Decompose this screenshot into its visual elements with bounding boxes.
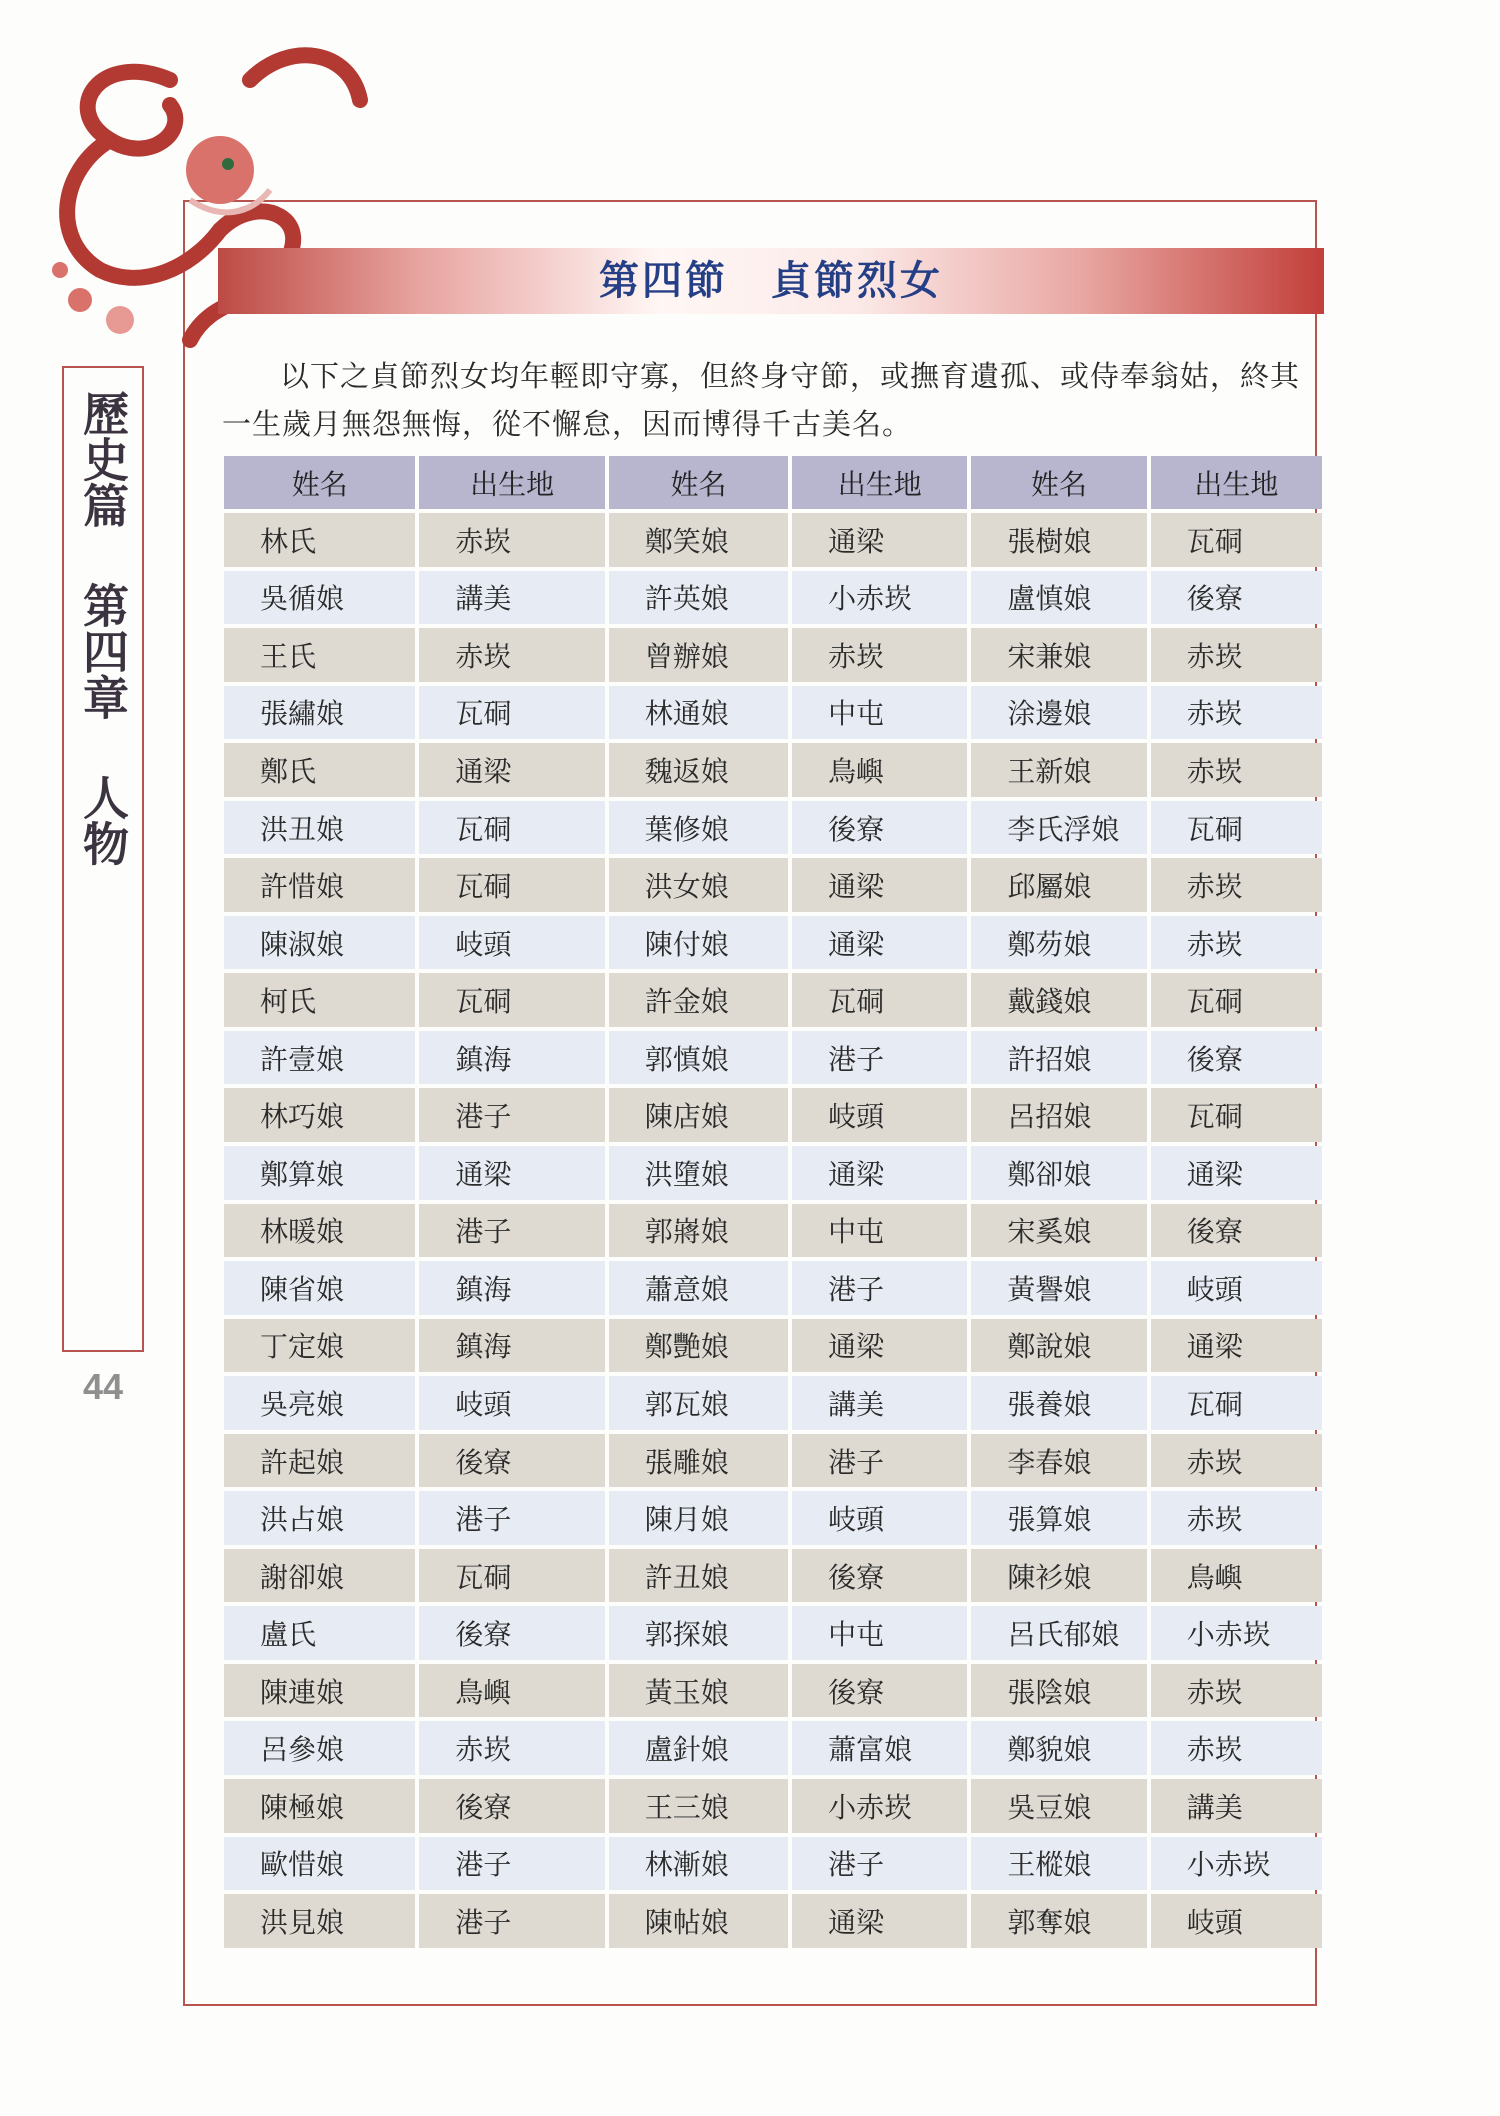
cell-birthplace-1: 瓦硐	[419, 973, 604, 1027]
table-row	[224, 1491, 1322, 1545]
cell-birthplace-2: 通梁	[792, 1319, 967, 1373]
table-row	[224, 743, 1322, 797]
cell-birthplace-2: 通梁	[792, 1894, 967, 1948]
cell-name-2: 陳帖娘	[609, 1894, 788, 1948]
table-row	[224, 858, 1322, 912]
cell-name-3: 宋奚娘	[971, 1204, 1146, 1258]
cell-birthplace-1: 港子	[419, 1837, 604, 1891]
cell-birthplace-1: 後寮	[419, 1606, 604, 1660]
cell-name-3: 黃譽娘	[971, 1261, 1146, 1315]
cell-name-2: 鄭笑娘	[609, 513, 788, 567]
cell-name-1: 陳極娘	[224, 1779, 415, 1833]
cell-name-3: 吳豆娘	[971, 1779, 1146, 1833]
table-row	[224, 1549, 1322, 1603]
cell-name-2: 陳付娘	[609, 916, 788, 970]
cell-name-2: 洪墮娘	[609, 1146, 788, 1200]
cell-name-2: 王三娘	[609, 1779, 788, 1833]
cell-birthplace-3: 瓦硐	[1151, 1376, 1322, 1430]
cell-name-2: 鄭艷娘	[609, 1319, 788, 1373]
cell-name-2: 林漸娘	[609, 1837, 788, 1891]
cell-birthplace-3: 赤崁	[1151, 628, 1322, 682]
cell-birthplace-2: 後寮	[792, 801, 967, 855]
cell-birthplace-2: 小赤崁	[792, 571, 967, 625]
table-row	[224, 916, 1322, 970]
cell-birthplace-2: 後寮	[792, 1664, 967, 1718]
cell-name-3: 張算娘	[971, 1491, 1146, 1545]
cell-birthplace-3: 後寮	[1151, 571, 1322, 625]
cell-birthplace-2: 中屯	[792, 1204, 967, 1258]
cell-name-2: 盧針娘	[609, 1721, 788, 1775]
cell-birthplace-1: 通梁	[419, 1146, 604, 1200]
cell-birthplace-1: 港子	[419, 1894, 604, 1948]
cell-birthplace-1: 港子	[419, 1088, 604, 1142]
cell-name-3: 宋兼娘	[971, 628, 1146, 682]
cell-name-3: 李氏浮娘	[971, 801, 1146, 855]
dragon-ornament-icon	[20, 20, 400, 380]
table-row	[224, 801, 1322, 855]
cell-birthplace-1: 講美	[419, 571, 604, 625]
cell-birthplace-2: 中屯	[792, 686, 967, 740]
table-body	[224, 513, 1322, 1948]
cell-birthplace-3: 瓦硐	[1151, 801, 1322, 855]
cell-name-1: 洪占娘	[224, 1491, 415, 1545]
cell-name-1: 許壹娘	[224, 1031, 415, 1085]
cell-name-3: 張陰娘	[971, 1664, 1146, 1718]
page-number: 44	[82, 1366, 124, 1407]
cell-birthplace-3: 赤崁	[1151, 1491, 1322, 1545]
cell-name-1: 吳循娘	[224, 571, 415, 625]
cell-birthplace-3: 瓦硐	[1151, 973, 1322, 1027]
cell-birthplace-2: 通梁	[792, 513, 967, 567]
cell-name-3: 邱屬娘	[971, 858, 1146, 912]
cell-name-3: 戴錢娘	[971, 973, 1146, 1027]
section-title-bar	[218, 248, 1324, 314]
cell-name-2: 曾辦娘	[609, 628, 788, 682]
cell-birthplace-1: 鳥嶼	[419, 1664, 604, 1718]
table-row	[224, 686, 1322, 740]
cell-name-3: 許招娘	[971, 1031, 1146, 1085]
cell-birthplace-3: 通梁	[1151, 1319, 1322, 1373]
cell-birthplace-1: 港子	[419, 1204, 604, 1258]
header-name-3: 姓名	[971, 456, 1146, 509]
header-name-2: 姓名	[609, 456, 788, 509]
table-row	[224, 1204, 1322, 1258]
cell-name-2: 陳月娘	[609, 1491, 788, 1545]
cell-name-3: 呂氏郁娘	[971, 1606, 1146, 1660]
header-name-1: 姓名	[224, 456, 415, 509]
cell-birthplace-2: 通梁	[792, 1146, 967, 1200]
cell-birthplace-2: 港子	[792, 1837, 967, 1891]
table-row	[224, 1721, 1322, 1775]
cell-name-3: 王樅娘	[971, 1837, 1146, 1891]
cell-name-2: 郭探娘	[609, 1606, 788, 1660]
cell-birthplace-2: 中屯	[792, 1606, 967, 1660]
virtuous-women-table	[220, 452, 1326, 1952]
cell-name-1: 張繡娘	[224, 686, 415, 740]
cell-birthplace-3: 赤崁	[1151, 686, 1322, 740]
cell-birthplace-3: 瓦硐	[1151, 1088, 1322, 1142]
cell-birthplace-3: 小赤崁	[1151, 1837, 1322, 1891]
section-title: 第四節 貞節烈女	[599, 257, 943, 304]
cell-name-1: 吳亮娘	[224, 1376, 415, 1430]
cell-name-3: 張樹娘	[971, 513, 1146, 567]
table-header-row	[224, 456, 1322, 509]
cell-birthplace-2: 小赤崁	[792, 1779, 967, 1833]
cell-birthplace-3: 赤崁	[1151, 743, 1322, 797]
cell-name-1: 陳連娘	[224, 1664, 415, 1718]
cell-name-3: 涂邊娘	[971, 686, 1146, 740]
cell-name-2: 洪女娘	[609, 858, 788, 912]
cell-name-1: 呂參娘	[224, 1721, 415, 1775]
cell-birthplace-3: 赤崁	[1151, 1721, 1322, 1775]
table-row	[224, 1664, 1322, 1718]
cell-birthplace-1: 瓦硐	[419, 686, 604, 740]
cell-name-1: 許惜娘	[224, 858, 415, 912]
cell-birthplace-1: 赤崁	[419, 628, 604, 682]
cell-birthplace-1: 鎮海	[419, 1031, 604, 1085]
cell-birthplace-1: 通梁	[419, 743, 604, 797]
cell-birthplace-3: 赤崁	[1151, 1664, 1322, 1718]
table-row	[224, 1146, 1322, 1200]
table-row	[224, 1606, 1322, 1660]
cell-birthplace-2: 通梁	[792, 858, 967, 912]
cell-birthplace-2: 岐頭	[792, 1491, 967, 1545]
cell-birthplace-2: 蕭富娘	[792, 1721, 967, 1775]
cell-birthplace-2: 港子	[792, 1434, 967, 1488]
cell-name-3: 李春娘	[971, 1434, 1146, 1488]
table-row	[224, 1894, 1322, 1948]
cell-birthplace-3: 岐頭	[1151, 1261, 1322, 1315]
cell-birthplace-2: 港子	[792, 1031, 967, 1085]
cell-name-3: 鄭貌娘	[971, 1721, 1146, 1775]
header-birthplace-3: 出生地	[1151, 456, 1322, 509]
table-row	[224, 1088, 1322, 1142]
cell-birthplace-1: 後寮	[419, 1779, 604, 1833]
cell-name-3: 呂招娘	[971, 1088, 1146, 1142]
cell-name-1: 柯氏	[224, 973, 415, 1027]
cell-birthplace-2: 瓦硐	[792, 973, 967, 1027]
cell-name-1: 許起娘	[224, 1434, 415, 1488]
cell-name-2: 魏返娘	[609, 743, 788, 797]
cell-name-2: 林通娘	[609, 686, 788, 740]
table-row	[224, 1376, 1322, 1430]
table-row	[224, 1837, 1322, 1891]
cell-birthplace-1: 後寮	[419, 1434, 604, 1488]
cell-birthplace-1: 岐頭	[419, 916, 604, 970]
cell-birthplace-2: 講美	[792, 1376, 967, 1430]
cell-birthplace-3: 講美	[1151, 1779, 1322, 1833]
cell-name-1: 鄭氏	[224, 743, 415, 797]
chapter-side-box	[62, 366, 144, 1352]
table-row	[224, 1434, 1322, 1488]
cell-name-1: 林氏	[224, 513, 415, 567]
cell-name-3: 盧慎娘	[971, 571, 1146, 625]
cell-name-1: 洪見娘	[224, 1894, 415, 1948]
cell-birthplace-1: 赤崁	[419, 1721, 604, 1775]
cell-birthplace-3: 瓦硐	[1151, 513, 1322, 567]
cell-name-1: 陳省娘	[224, 1261, 415, 1315]
cell-name-2: 黃玉娘	[609, 1664, 788, 1718]
cell-name-3: 鄭卻娘	[971, 1146, 1146, 1200]
table-row	[224, 973, 1322, 1027]
cell-name-1: 林暖娘	[224, 1204, 415, 1258]
cell-birthplace-3: 赤崁	[1151, 858, 1322, 912]
cell-name-3: 陳衫娘	[971, 1549, 1146, 1603]
cell-name-2: 郭嶈娘	[609, 1204, 788, 1258]
cell-name-2: 許丑娘	[609, 1549, 788, 1603]
cell-name-2: 郭瓦娘	[609, 1376, 788, 1430]
cell-birthplace-2: 港子	[792, 1261, 967, 1315]
cell-name-3: 鄭芴娘	[971, 916, 1146, 970]
table-row	[224, 1031, 1322, 1085]
cell-name-1: 林巧娘	[224, 1088, 415, 1142]
cell-birthplace-1: 鎮海	[419, 1319, 604, 1373]
cell-birthplace-3: 後寮	[1151, 1204, 1322, 1258]
cell-birthplace-3: 赤崁	[1151, 1434, 1322, 1488]
cell-birthplace-2: 鳥嶼	[792, 743, 967, 797]
cell-birthplace-1: 岐頭	[419, 1376, 604, 1430]
cell-birthplace-2: 通梁	[792, 916, 967, 970]
cell-name-3: 王新娘	[971, 743, 1146, 797]
cell-name-1: 丁定娘	[224, 1319, 415, 1373]
cell-name-1: 謝卻娘	[224, 1549, 415, 1603]
cell-birthplace-3: 後寮	[1151, 1031, 1322, 1085]
cell-birthplace-1: 赤崁	[419, 513, 604, 567]
cell-birthplace-1: 港子	[419, 1491, 604, 1545]
intro-paragraph: 以下之貞節烈女均年輕即守寡，但終身守節，或撫育遺孤、或侍奉翁姑，終其一生歲月無怨無悔，從不懈怠，因而博得千古美名。	[222, 359, 1301, 441]
cell-birthplace-2: 赤崁	[792, 628, 967, 682]
cell-name-2: 葉修娘	[609, 801, 788, 855]
header-birthplace-1: 出生地	[419, 456, 604, 509]
cell-name-1: 陳淑娘	[224, 916, 415, 970]
table-row	[224, 1779, 1322, 1833]
table-row	[224, 513, 1322, 567]
cell-name-1: 歐惜娘	[224, 1837, 415, 1891]
cell-name-3: 郭奪娘	[971, 1894, 1146, 1948]
cell-name-2: 許英娘	[609, 571, 788, 625]
cell-name-1: 盧氏	[224, 1606, 415, 1660]
cell-name-2: 張雕娘	[609, 1434, 788, 1488]
cell-birthplace-3: 岐頭	[1151, 1894, 1322, 1948]
table-row	[224, 571, 1322, 625]
cell-name-3: 鄭說娘	[971, 1319, 1146, 1373]
table-row	[224, 628, 1322, 682]
table-row	[224, 1319, 1322, 1373]
cell-name-1: 洪丑娘	[224, 801, 415, 855]
cell-name-2: 蕭意娘	[609, 1261, 788, 1315]
chapter-label: 歷史篇 第四章 人物	[76, 390, 130, 866]
header-birthplace-2: 出生地	[792, 456, 967, 509]
table-row	[224, 1261, 1322, 1315]
cell-birthplace-3: 通梁	[1151, 1146, 1322, 1200]
cell-name-2: 陳店娘	[609, 1088, 788, 1142]
cell-birthplace-1: 瓦硐	[419, 801, 604, 855]
cell-birthplace-3: 小赤崁	[1151, 1606, 1322, 1660]
cell-birthplace-1: 瓦硐	[419, 1549, 604, 1603]
cell-birthplace-2: 岐頭	[792, 1088, 967, 1142]
cell-birthplace-1: 瓦硐	[419, 858, 604, 912]
cell-name-3: 張養娘	[971, 1376, 1146, 1430]
cell-birthplace-2: 後寮	[792, 1549, 967, 1603]
cell-name-1: 王氏	[224, 628, 415, 682]
cell-name-2: 郭慎娘	[609, 1031, 788, 1085]
cell-birthplace-1: 鎮海	[419, 1261, 604, 1315]
cell-name-1: 鄭算娘	[224, 1146, 415, 1200]
cell-birthplace-3: 鳥嶼	[1151, 1549, 1322, 1603]
cell-birthplace-3: 赤崁	[1151, 916, 1322, 970]
cell-name-2: 許金娘	[609, 973, 788, 1027]
